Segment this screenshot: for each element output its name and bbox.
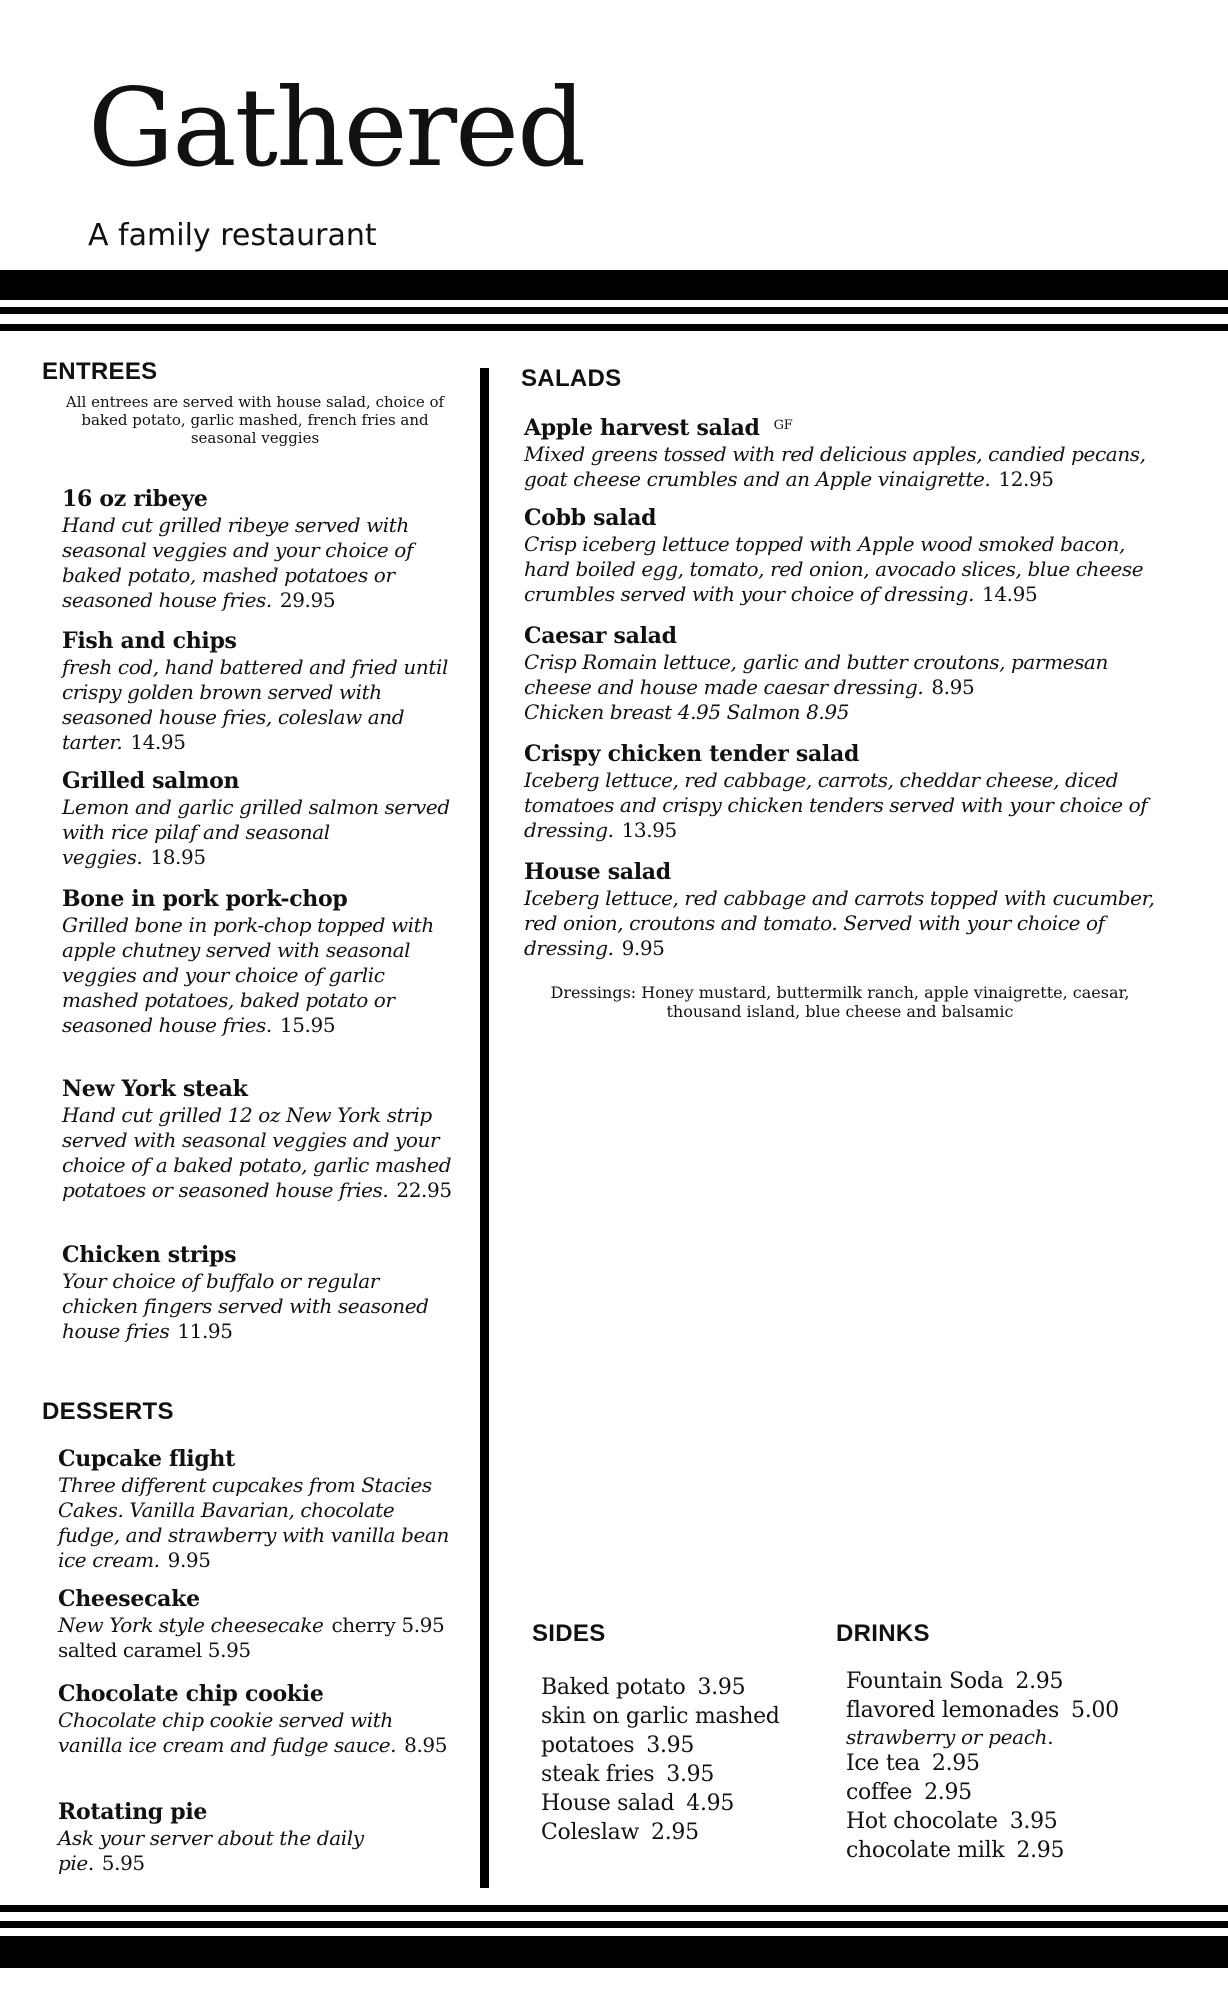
list-item (846, 1667, 1176, 1696)
item-name: Apple harvest salad (524, 415, 760, 441)
item-name: Fountain Soda (846, 1669, 1004, 1694)
list-item (541, 1702, 811, 1760)
menu-item (62, 486, 457, 613)
item-description: fresh cod, hand battered and fried until crispy golden brown served with seasoned house fries, coleslaw and tarter. (62, 655, 449, 754)
list-item (846, 1696, 1176, 1749)
item-price: 14.95 (130, 730, 186, 754)
entrees-heading: ENTREES (42, 358, 158, 385)
list-item (541, 1760, 811, 1789)
item-name: Fish and chips (62, 628, 237, 654)
item-description: Crisp Romain lettuce, garlic and butter croutons, parmesan cheese and house made caesar dressing. (524, 650, 1108, 699)
item-name: chocolate milk (846, 1838, 1005, 1863)
list-item (541, 1818, 811, 1847)
item-name: House salad (541, 1791, 675, 1816)
item-name: Hot chocolate (846, 1809, 998, 1834)
menu-item (524, 412, 1174, 492)
sides-list (541, 1673, 811, 1847)
item-description: Your choice of buffalo or regular chicken fingers served with seasoned house fries (62, 1269, 429, 1343)
top-stripe-mid (0, 307, 1228, 314)
menu-item (62, 768, 457, 870)
item-name: Rotating pie (58, 1799, 208, 1825)
menu-item (62, 628, 457, 755)
menu-item (58, 1446, 458, 1573)
menu-item (524, 859, 1174, 961)
salads-heading: SALADS (521, 365, 622, 392)
menu-item (524, 741, 1174, 843)
item-price: 2.95 (651, 1820, 699, 1845)
item-description: Lemon and garlic grilled salmon served with rice pilaf and seasonal veggies. (62, 795, 450, 869)
item-name: Baked potato (541, 1675, 686, 1700)
item-description: Chocolate chip cookie served with vanilla ice cream and fudge sauce. (58, 1708, 397, 1757)
menu-item (524, 623, 1174, 725)
item-price: 2.95 (924, 1780, 972, 1805)
menu-item (58, 1799, 398, 1876)
dressings-note: Dressings: Honey mustard, buttermilk ranch, apple vinaigrette, caesar, thousand island, blue cheese and balsamic (550, 983, 1130, 1021)
item-price: 3.95 (666, 1762, 715, 1787)
item-addons: Chicken breast 4.95 Salmon 8.95 (524, 700, 850, 724)
item-name: Bone in pork pork-chop (62, 886, 348, 912)
entrees-note: All entrees are served with house salad, choice of baked potato, garlic mashed, french fries and seasonal veggies (65, 393, 445, 447)
list-item (541, 1673, 811, 1702)
item-flavors: strawberry or peach. (846, 1725, 1054, 1749)
item-price: 29.95 (279, 588, 336, 612)
menu-item (62, 1242, 457, 1344)
item-name: 16 oz ribeye (62, 486, 208, 512)
item-price: 5.00 (1071, 1698, 1119, 1723)
item-description: Crisp iceberg lettuce topped with Apple wood smoked bacon, hard boiled egg, tomato, red onion, avocado slices, blue cheese crumbles served with your choice of dressing. (524, 532, 1144, 606)
item-name: coffee (846, 1780, 913, 1805)
item-description: Hand cut grilled ribeye served with seasonal veggies and your choice of baked potato, mashed potatoes or seasoned house fries. (62, 513, 413, 612)
item-price: 9.95 (167, 1548, 211, 1572)
item-price: 12.95 (998, 467, 1054, 491)
list-item (541, 1789, 811, 1818)
item-description: Ask your server about the daily pie. (58, 1826, 364, 1875)
menu-item (58, 1586, 458, 1663)
list-item (846, 1807, 1176, 1836)
bottom-stripe-thin (0, 1905, 1228, 1912)
item-description: Three different cupcakes from Stacies Cakes. Vanilla Bavarian, chocolate fudge, and strawberry with vanilla bean ice cream. (58, 1473, 449, 1572)
item-name: Crispy chicken tender salad (524, 741, 860, 767)
item-price: 5.95 (101, 1851, 145, 1875)
item-price: 2.95 (931, 1751, 980, 1776)
item-price: 3.95 (1009, 1809, 1058, 1834)
drinks-heading: DRINKS (836, 1620, 930, 1647)
item-name: House salad (524, 859, 671, 885)
item-name: Chocolate chip cookie (58, 1681, 324, 1707)
item-name: steak fries (541, 1762, 655, 1787)
item-price: cherry 5.95 salted caramel 5.95 (58, 1613, 445, 1662)
item-name: New York steak (62, 1076, 248, 1102)
list-item (846, 1778, 1176, 1807)
item-description: Grilled bone in pork-chop topped with apple chutney served with seasonal veggies and your choice of garlic mashed potatoes, baked potato or seasoned house fries. (62, 913, 434, 1037)
item-price: 2.95 (1016, 1838, 1065, 1863)
item-description: Iceberg lettuce, red cabbage, carrots, cheddar cheese, diced tomatoes and crispy chicken tenders served with your choice of dressing. (524, 768, 1148, 842)
item-price: 2.95 (1015, 1669, 1064, 1694)
item-price: 18.95 (150, 845, 206, 869)
top-stripe-thin (0, 324, 1228, 331)
item-name: Cobb salad (524, 505, 657, 531)
item-name: Caesar salad (524, 623, 677, 649)
item-name: Grilled salmon (62, 768, 240, 794)
list-item (846, 1836, 1176, 1865)
top-stripe-thick (0, 270, 1228, 300)
item-price: 3.95 (646, 1733, 695, 1758)
menu-item (524, 505, 1174, 607)
drinks-list (846, 1667, 1176, 1865)
sides-heading: SIDES (532, 1620, 606, 1647)
item-description: Mixed greens tossed with red delicious apples, candied pecans, goat cheese crumbles and an Apple vinaigrette. (524, 442, 1146, 491)
item-name: Cheesecake (58, 1586, 200, 1612)
item-description: Iceberg lettuce, red cabbage and carrots topped with cucumber, red onion, croutons and tomato. Served with your choice of dressing. (524, 886, 1155, 960)
item-name: Chicken strips (62, 1242, 237, 1268)
restaurant-tagline: A family restaurant (88, 218, 377, 253)
item-name: skin on garlic mashed potatoes (541, 1704, 780, 1758)
item-price: 22.95 (396, 1178, 452, 1202)
item-price: 15.95 (279, 1013, 336, 1037)
desserts-heading: DESSERTS (42, 1398, 174, 1425)
menu-item (62, 1076, 457, 1203)
column-divider (480, 368, 489, 1888)
item-price: 8.95 (404, 1733, 448, 1757)
item-description: New York style cheesecake (58, 1613, 324, 1637)
item-name: Ice tea (846, 1751, 920, 1776)
item-price: 13.95 (621, 818, 677, 842)
restaurant-name: Gathered (88, 66, 585, 191)
item-name: flavored lemonades (846, 1698, 1060, 1723)
item-price: 11.95 (177, 1319, 233, 1343)
item-price: 9.95 (621, 936, 665, 960)
item-name: Coleslaw (541, 1820, 640, 1845)
gluten-free-badge: GF (773, 418, 793, 433)
item-name: Cupcake flight (58, 1446, 235, 1472)
list-item (846, 1749, 1176, 1778)
item-description: Hand cut grilled 12 oz New York strip served with seasonal veggies and your choice of a baked potato, garlic mashed potatoes or seasoned house fries. (62, 1103, 452, 1202)
item-price: 4.95 (686, 1791, 735, 1816)
bottom-stripe-thick (0, 1936, 1228, 1968)
menu-item (62, 886, 457, 1038)
item-price: 3.95 (697, 1675, 746, 1700)
menu-item (58, 1681, 458, 1758)
item-price: 14.95 (982, 582, 1038, 606)
item-price: 8.95 (931, 675, 975, 699)
bottom-stripe-mid (0, 1921, 1228, 1928)
